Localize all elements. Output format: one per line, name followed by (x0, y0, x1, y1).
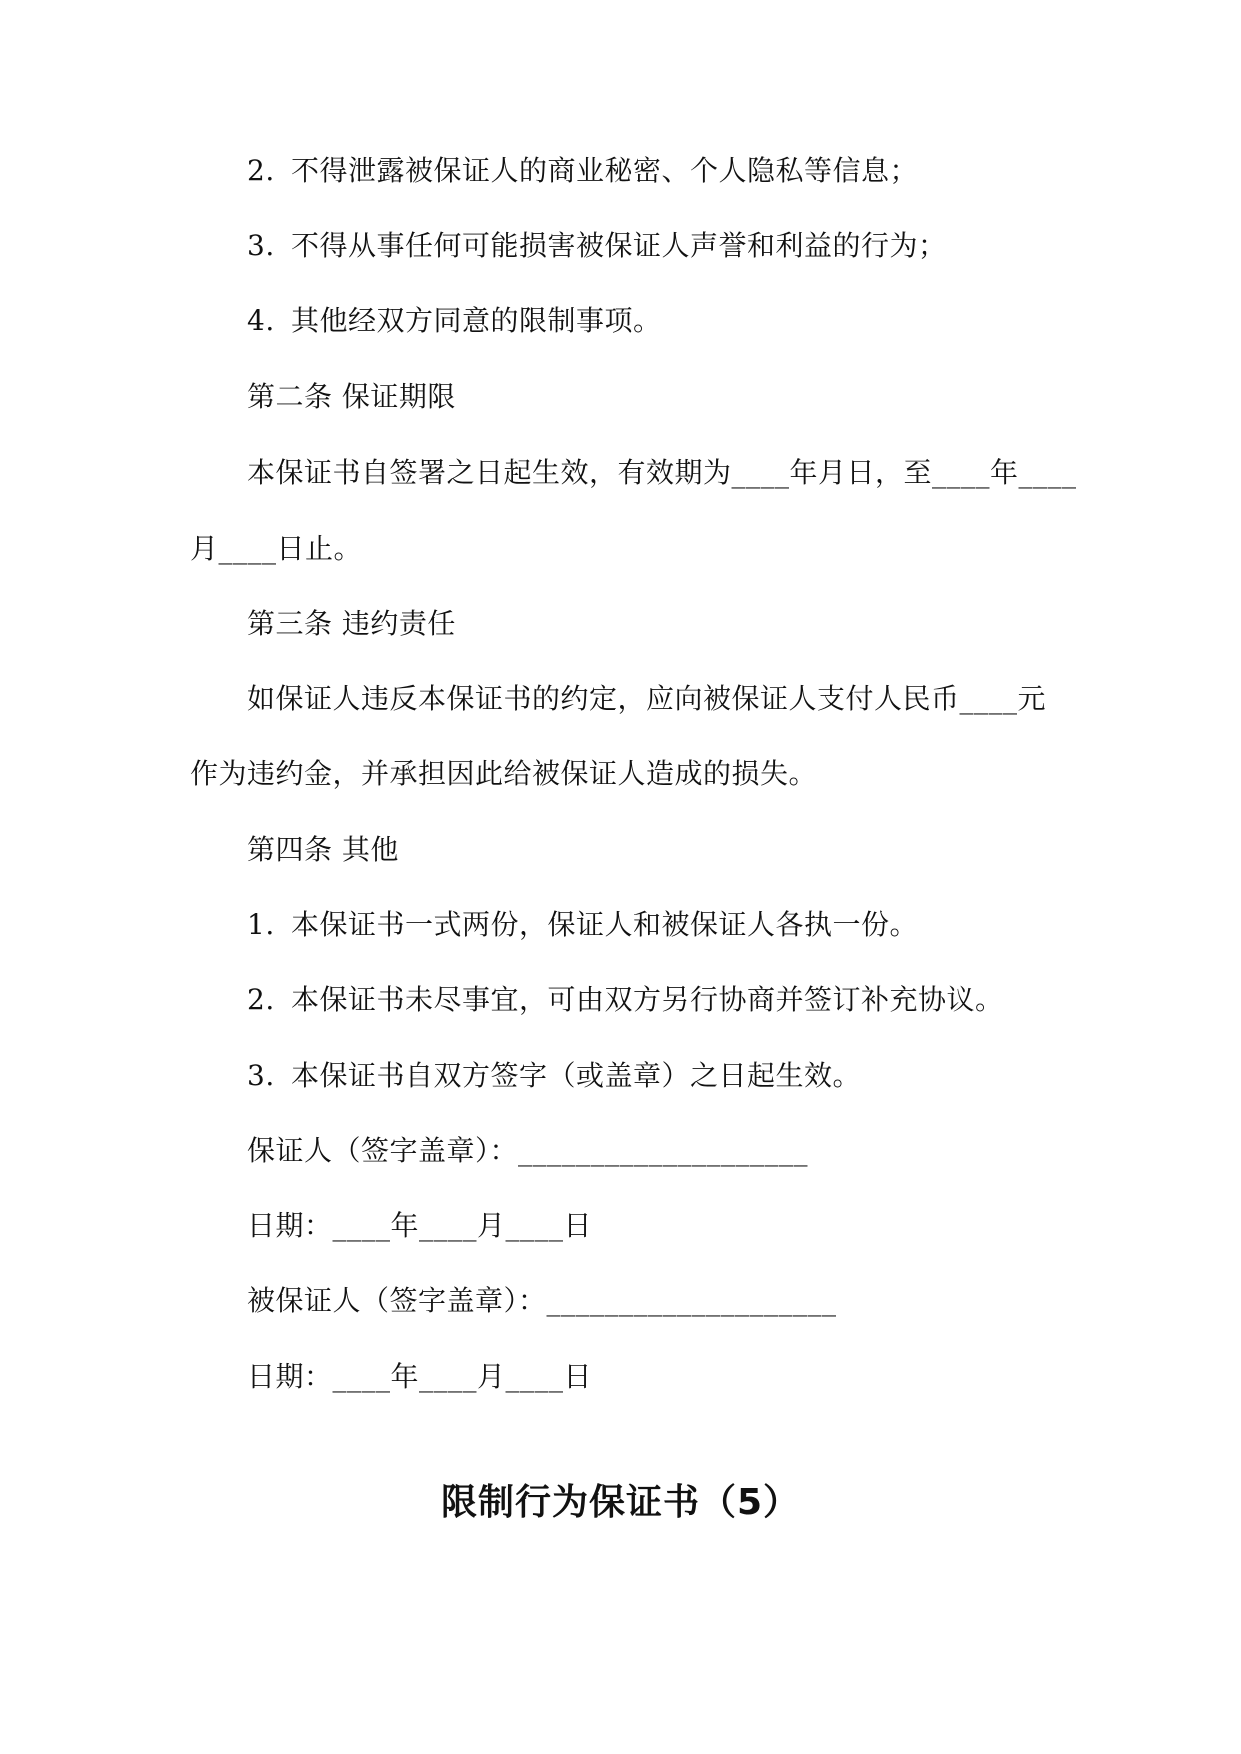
list-item (247, 1056, 861, 1096)
list-item-text: 不得泄露被保证人的商业秘密、个人隐私等信息； (291, 154, 919, 187)
article-heading: 第二条 保证期限 (247, 380, 456, 413)
article-paragraph: 本保证书自签署之日起生效，有效期为____年月日，至____年____ (247, 456, 1077, 489)
list-item-number: 3. (247, 1059, 275, 1092)
guarantor-date-line: 日期：____年____月____日 (247, 1209, 593, 1242)
guarantor-signature-line: 保证人（签字盖章）：____________________ (247, 1134, 809, 1167)
list-item (247, 226, 947, 266)
list-item-text: 其他经双方同意的限制事项。 (291, 304, 662, 337)
list-item-number: 2. (247, 154, 275, 187)
article-paragraph-continued: 月____日止。 (190, 532, 363, 565)
list-item (247, 151, 918, 191)
list-item (247, 980, 1004, 1020)
next-section-title: 限制行为保证书（5） (440, 1482, 801, 1523)
list-item-text: 本保证书一式两份，保证人和被保证人各执一份。 (291, 908, 919, 941)
article-paragraph-continued: 作为违约金，并承担因此给被保证人造成的损失。 (190, 757, 818, 790)
list-item-text: 不得从事任何可能损害被保证人声誉和利益的行为； (291, 229, 947, 262)
list-item-text: 本保证书自双方签字（或盖章）之日起生效。 (291, 1059, 862, 1092)
guaranteed-date-line: 日期：____年____月____日 (247, 1360, 593, 1393)
list-item-text: 本保证书未尽事宜，可由双方另行协商并签订补充协议。 (291, 983, 1004, 1016)
article-heading: 第四条 其他 (247, 833, 399, 866)
list-item-number: 2. (247, 983, 275, 1016)
article-heading: 第三条 违约责任 (247, 607, 456, 640)
list-item (247, 301, 662, 341)
list-item-number: 4. (247, 304, 275, 337)
guaranteed-signature-line: 被保证人（签字盖章）：____________________ (247, 1284, 837, 1317)
list-item-number: 1. (247, 908, 275, 941)
article-paragraph: 如保证人违反本保证书的约定，应向被保证人支付人民币____元 (247, 682, 1047, 715)
list-item (247, 905, 918, 945)
list-item-number: 3. (247, 229, 275, 262)
